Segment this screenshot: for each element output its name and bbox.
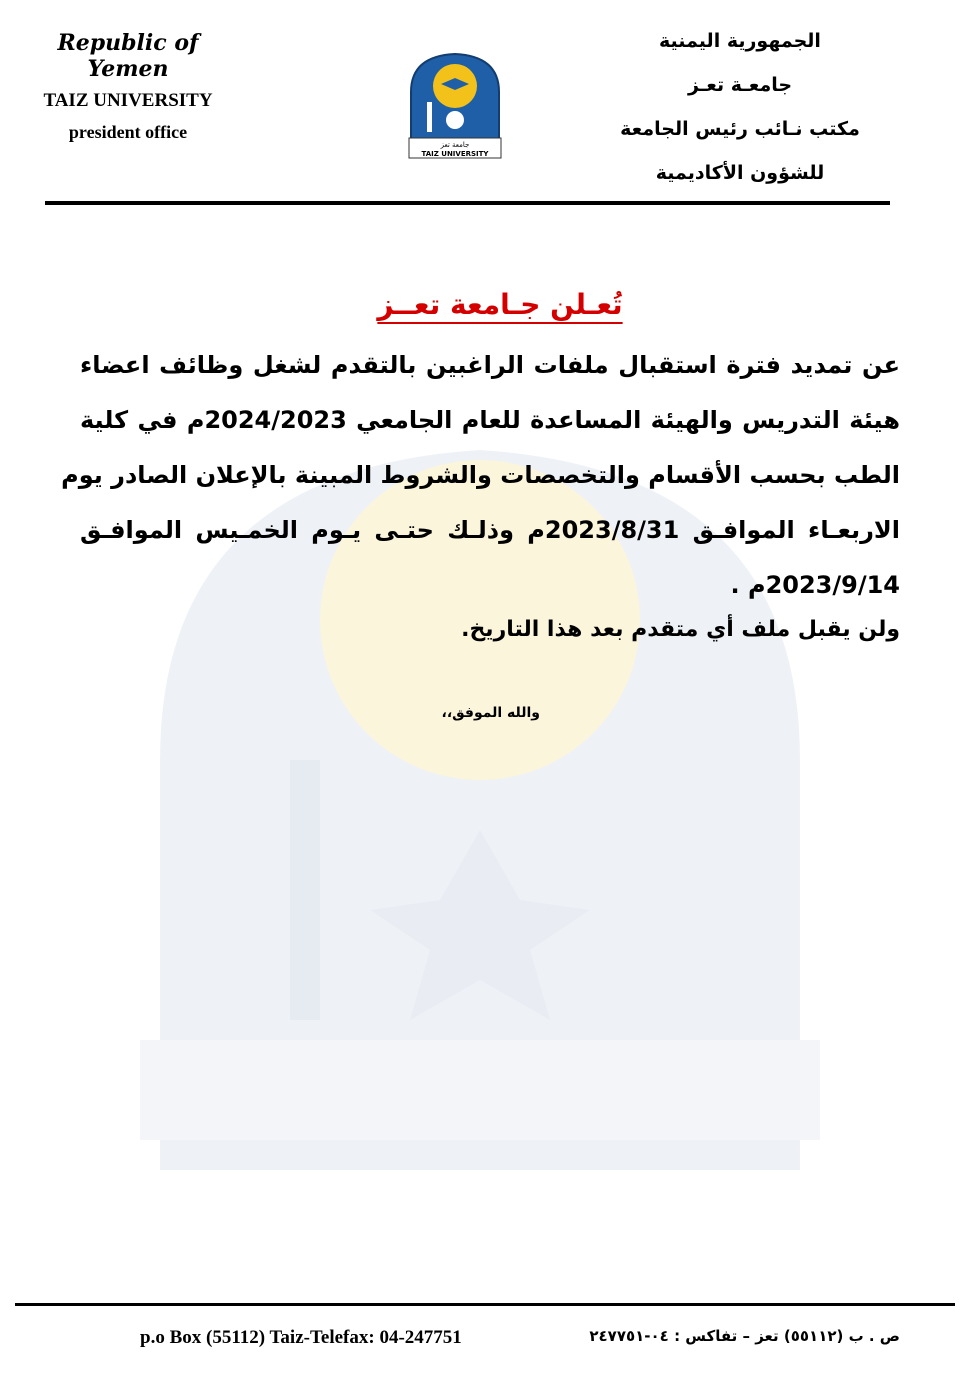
office-name-ar: مكتب نـائب رئيس الجامعة [620, 118, 860, 140]
deadline-note: ولن يقبل ملف أي متقدم بعد هذا التاريخ. [461, 617, 900, 642]
footer-divider [15, 1303, 955, 1306]
announcement-body [61, 340, 901, 615]
header-english-block [18, 30, 238, 143]
closing-phrase: والله الموفق،، [441, 705, 540, 721]
university-name-en: TAIZ UNIVERSITY [43, 90, 213, 111]
header-divider [45, 201, 890, 205]
announcement-title: تُعـلن جـامعة تعــز [377, 288, 623, 321]
department-name-ar: للشؤون الأكاديمية [655, 162, 825, 184]
footer-contact-ar: ص . ب (٥٥١١٢) تعز – تفاكس : ٠٤-٢٤٧٧٥١ [589, 1327, 900, 1345]
body-line: الاربعـاء الموافـق 2023/8/31م وذلـك حتـى يـوم الخمـيس الموافـق [80, 516, 901, 544]
body-line: 2023/9/14م . [730, 571, 900, 599]
body-line: عن تمديد فترة استقبال ملفات الراغبين بالتقدم لشغل وظائف اعضاء [80, 351, 900, 379]
logo-english-text: TAIZ UNIVERSITY [421, 150, 489, 158]
body-line: هيئة التدريس والهيئة المساعدة للعام الجامعي 2024/2023م في كلية [80, 406, 900, 434]
taiz-university-logo [405, 50, 505, 160]
country-name-ar: الجمهورية اليمنية [659, 30, 821, 52]
body-line: الطب بحسب الأقسام والتخصصات والشروط المبينة بالإعلان الصادر يوم [61, 461, 900, 489]
footer-contact-en: p.o Box (55112) Taiz-Telefax: 04-247751 [140, 1327, 462, 1348]
logo-arabic-text: جامعة تعز [440, 141, 470, 149]
header-arabic-block [620, 26, 860, 202]
country-name-en: Republic of Yemen [57, 30, 199, 82]
office-name-en: president office [68, 122, 188, 142]
university-name-ar: جامعـة تعـز [687, 74, 793, 96]
